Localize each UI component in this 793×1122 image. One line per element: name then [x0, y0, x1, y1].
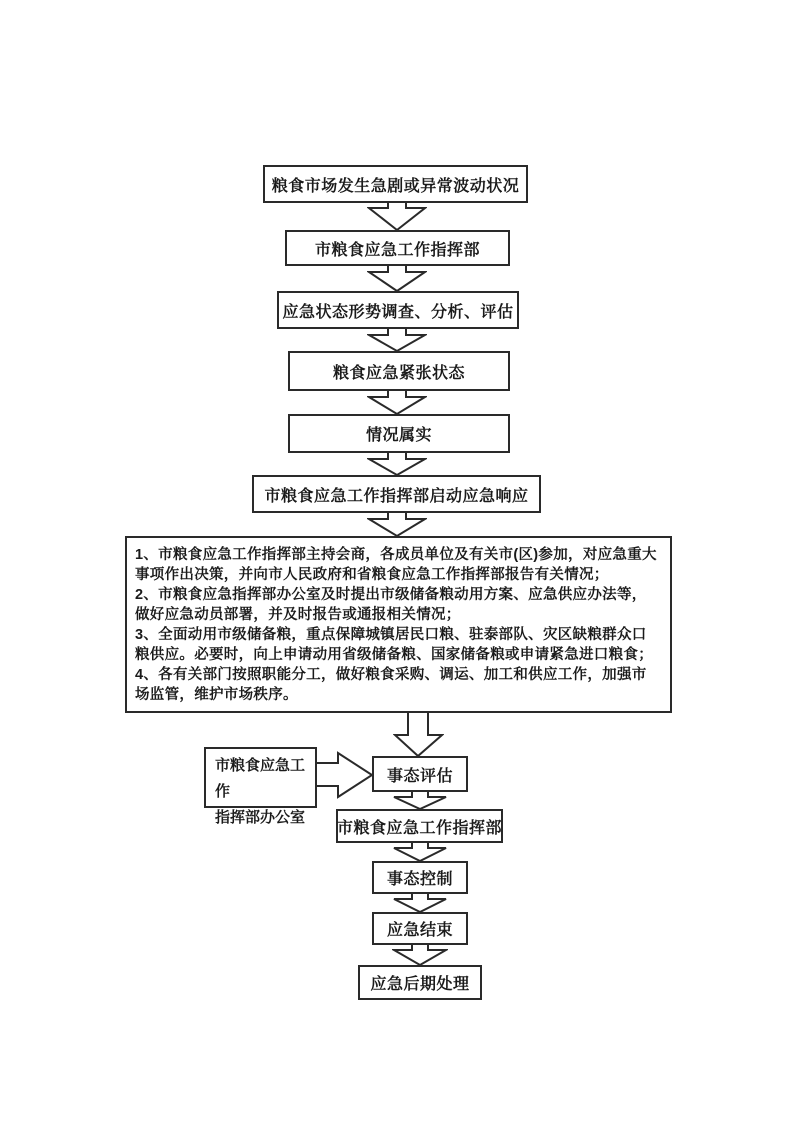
flow-box-headquarters-2: 市粮食应急工作指挥部 — [336, 809, 503, 843]
down-arrow-icon — [367, 327, 427, 353]
office-label-line: 市粮食应急工作 — [215, 757, 306, 800]
down-arrow-icon — [392, 790, 448, 811]
flow-box-response-measures — [125, 536, 672, 713]
down-arrow-icon — [392, 892, 448, 914]
narrow-down-arrow-icon — [393, 711, 444, 758]
down-arrow-icon — [367, 389, 427, 416]
flow-box-office — [204, 747, 317, 826]
down-arrow-icon — [367, 511, 427, 538]
down-arrow-icon — [367, 451, 427, 477]
down-arrow-icon — [367, 264, 427, 293]
flow-box-market-fluctuation: 粮食市场发生急剧或异常波动状况 — [263, 165, 528, 203]
flow-box-situation-control: 事态控制 — [372, 861, 468, 894]
response-measure-item: 2、市粮食应急指挥部办公室及时提出市级储备粮动用方案、应急供应办法等，做好应急动员部署，并及时报告或通报相关情况； — [135, 587, 647, 623]
office-label-line: 指挥部办公室 — [215, 809, 306, 826]
flow-box-situation-assessment: 事态评估 — [372, 756, 468, 792]
response-measure-item: 4、各有关部门按照职能分工，做好粮食采购、调运、加工和供应工作，加强市场监管，维护市场秩序。 — [135, 667, 647, 703]
down-arrow-icon — [392, 943, 448, 967]
flow-box-response-end: 应急结束 — [372, 912, 468, 945]
down-arrow-icon — [367, 200, 427, 232]
flow-box-situation-confirmed: 情况属实 — [288, 414, 510, 453]
down-arrow-icon — [392, 841, 448, 863]
flow-box-start-response: 市粮食应急工作指挥部启动应急响应 — [252, 475, 541, 513]
flow-box-headquarters: 市粮食应急工作指挥部 — [285, 230, 510, 266]
flow-box-tension-state: 粮食应急紧张状态 — [288, 351, 510, 391]
response-measure-item: 1、市粮食应急工作指挥部主持会商，各成员单位及有关市(区)参加，对应急重大事项作出决策，并向市人民政府和省粮食应急工作指挥部报告有关情况； — [135, 547, 657, 583]
flow-box-post-processing: 应急后期处理 — [358, 965, 482, 1000]
flow-box-investigation-analysis: 应急状态形势调查、分析、评估 — [277, 291, 519, 329]
right-arrow-icon — [315, 751, 374, 799]
response-measure-item: 3、全面动用市级储备粮，重点保障城镇居民口粮、驻泰部队、灾区缺粮群众口粮供应。必要时，向上申请动用省级储备粮、国家储备粮或申请紧急进口粮食； — [135, 627, 653, 663]
